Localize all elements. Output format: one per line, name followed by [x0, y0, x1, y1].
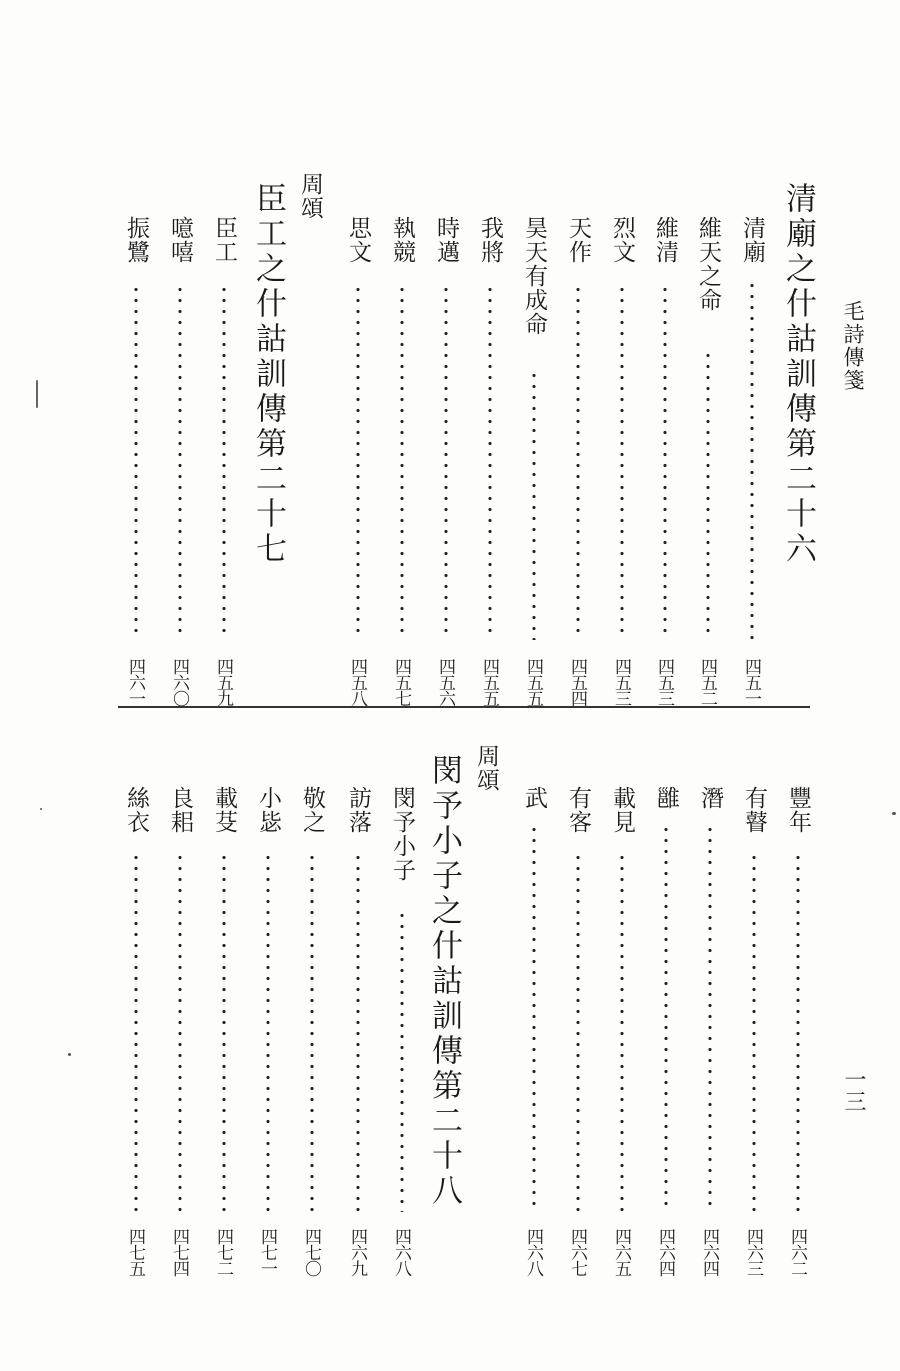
leader-dots: [222, 852, 226, 1212]
toc-entry-title: 烈文: [609, 216, 635, 264]
leader-dots: [488, 284, 492, 640]
leader-dots: [620, 852, 624, 1212]
leader-dots: [620, 284, 624, 640]
leader-dots: [664, 824, 668, 1212]
section-heading-27: 臣工之什詁訓傳第二十七: [250, 182, 286, 567]
leader-dots: [222, 284, 226, 640]
leader-dots: [706, 350, 710, 640]
toc-entry-page: 四六四: [699, 1228, 719, 1276]
toc-entry-page: 四六三: [743, 1228, 763, 1276]
toc-entry-page: 四六五: [611, 1228, 631, 1276]
toc-entry-page: 四六八: [391, 1228, 411, 1276]
toc-entry-title: 小毖: [255, 786, 281, 834]
toc-entry-title: 潛: [697, 786, 723, 810]
leader-dots: [356, 852, 360, 1212]
section-heading-28: 閔予小子之什詁訓傳第二十八: [426, 754, 462, 1209]
toc-entry-page: 四六九: [347, 1228, 367, 1276]
toc-entry-page: 四七一: [257, 1228, 277, 1276]
leader-dots: [663, 284, 667, 640]
scan-speck: [892, 812, 896, 815]
toc-entry-page: 四六二: [787, 1228, 807, 1276]
toc-entry-title: 清廟: [739, 216, 765, 264]
toc-entry-title: 有瞽: [741, 786, 767, 834]
toc-entry-title: 我將: [477, 216, 503, 264]
toc-entry-page: 四七二: [213, 1228, 233, 1276]
toc-entry-title: 噫嘻: [167, 216, 193, 264]
section-label-zhousong: 周頌: [297, 172, 323, 220]
toc-entry-title: 昊天有成命: [521, 216, 547, 336]
folio-number: 一三: [841, 1068, 866, 1112]
section-heading-26: 清廟之什詁訓傳第二十六: [780, 182, 816, 567]
toc-entry-title: 有客: [565, 786, 591, 834]
leader-dots: [708, 824, 712, 1212]
running-title: 毛詩傳箋: [841, 300, 865, 392]
toc-entry-page: 四六〇: [169, 658, 189, 706]
toc-entry-title: 絲衣: [123, 786, 149, 834]
toc-entry-title: 思文: [345, 216, 371, 264]
toc-entry-title: 維清: [652, 216, 678, 264]
toc-entry-page: 四五二: [697, 658, 717, 706]
toc-entry-page: 四七五: [125, 1228, 145, 1276]
toc-entry-title: 維天之命: [695, 216, 721, 312]
toc-entry-page: 四六八: [523, 1228, 543, 1276]
toc-entry-page: 四五九: [213, 658, 233, 706]
toc-entry-page: 四五五: [523, 658, 543, 706]
toc-entry-title: 雝: [653, 786, 679, 810]
toc-entry-page: 四五四: [567, 658, 587, 706]
scan-speck: [40, 808, 42, 810]
toc-entry-title: 敬之: [299, 786, 325, 834]
leader-dots: [532, 370, 536, 640]
leader-dots: [750, 280, 754, 640]
toc-entry-title: 臣工: [211, 216, 237, 264]
leader-dots: [310, 852, 314, 1212]
toc-entry-title: 執競: [389, 216, 415, 264]
toc-entry-page: 四七四: [169, 1228, 189, 1276]
toc-entry-page: 四六七: [567, 1228, 587, 1276]
toc-entry-page: 四七〇: [301, 1228, 321, 1276]
toc-entry-title: 時邁: [433, 216, 459, 264]
leader-dots: [356, 284, 360, 640]
toc-entry-page: 四六四: [655, 1228, 675, 1276]
leader-dots: [134, 284, 138, 640]
toc-entry-page: 四五八: [347, 658, 367, 706]
toc-entry-title: 訪落: [345, 786, 371, 834]
leader-dots: [400, 284, 404, 640]
toc-entry-title: 良耜: [167, 786, 193, 834]
leader-dots: [576, 852, 580, 1212]
toc-entry-page: 四五三: [611, 658, 631, 706]
leader-dots: [796, 852, 800, 1212]
toc-entry-title: 載芟: [211, 786, 237, 834]
toc-entry-title: 振鷺: [123, 216, 149, 264]
toc-entry-title: 天作: [565, 216, 591, 264]
scan-speck: [68, 1053, 71, 1056]
toc-entry-title: 豐年: [785, 786, 811, 834]
toc-entry-page: 四五一: [741, 658, 761, 706]
leader-dots: [576, 284, 580, 640]
toc-entry-page: 四五六: [435, 658, 455, 706]
toc-entry-page: 四五七: [391, 658, 411, 706]
toc-entry-title: 閔予小子: [389, 786, 415, 882]
toc-entry-page: 四六一: [125, 658, 145, 706]
toc-entry-title: 武: [521, 786, 547, 810]
leader-dots: [532, 824, 536, 1212]
toc-entry-page: 四五五: [479, 658, 499, 706]
leader-dots: [134, 852, 138, 1212]
leader-dots: [400, 910, 404, 1212]
toc-entry-page: 四五三: [654, 658, 674, 706]
leader-dots: [178, 284, 182, 640]
scan-mark: [36, 380, 38, 408]
leader-dots: [752, 852, 756, 1212]
leader-dots: [178, 852, 182, 1212]
section-divider: [118, 706, 810, 708]
section-label-zhousong: 周頌: [473, 744, 499, 792]
toc-entry-title: 載見: [609, 786, 635, 834]
leader-dots: [266, 852, 270, 1212]
leader-dots: [444, 284, 448, 640]
